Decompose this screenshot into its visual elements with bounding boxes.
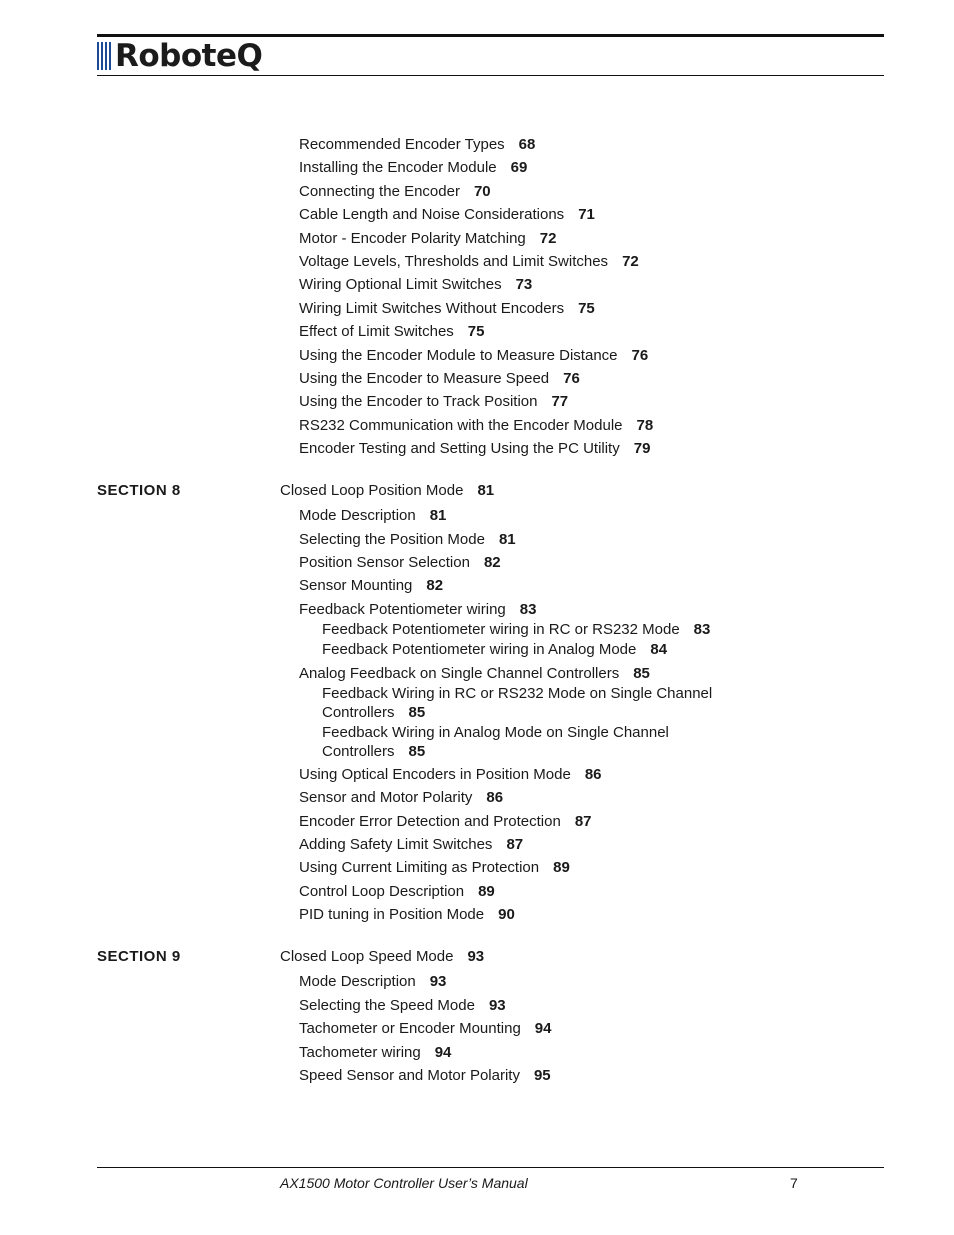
toc-entry-title: Voltage Levels, Thresholds and Limit Switches bbox=[299, 253, 609, 270]
toc-entry[interactable] bbox=[299, 276, 532, 294]
toc-entry-page: 77 bbox=[551, 393, 569, 410]
toc-entry-page: 73 bbox=[515, 276, 533, 293]
toc-entry-title: Connecting the Encoder bbox=[299, 183, 460, 200]
toc-entry[interactable] bbox=[299, 883, 495, 901]
toc-entry-page: 93 bbox=[429, 973, 447, 990]
toc-entry-title: Feedback Wiring in RC or RS232 Mode on Single Channel bbox=[322, 685, 713, 702]
logo-bars-icon bbox=[97, 42, 111, 70]
toc-entry-title: PID tuning in Position Mode bbox=[299, 906, 485, 923]
toc-entry[interactable] bbox=[299, 577, 443, 595]
section-9-label: SECTION 9 bbox=[97, 948, 181, 965]
toc-entry-title-cont: Controllers bbox=[322, 704, 395, 721]
toc-entry-title: Tachometer or Encoder Mounting bbox=[299, 1020, 521, 1037]
toc-entry[interactable] bbox=[299, 859, 570, 877]
section-9-heading[interactable] bbox=[280, 948, 484, 966]
toc-entry-page: 83 bbox=[519, 601, 537, 618]
toc-entry-title: Cable Length and Noise Considerations bbox=[299, 206, 565, 223]
roboteq-logo bbox=[97, 38, 262, 74]
toc-entry[interactable] bbox=[299, 230, 556, 248]
toc-entry-page: 75 bbox=[467, 323, 485, 340]
toc-entry[interactable] bbox=[299, 206, 595, 224]
toc-entry-title: Sensor Mounting bbox=[299, 577, 413, 594]
toc-entry-page: 83 bbox=[693, 621, 711, 638]
toc-entry-page: 69 bbox=[510, 159, 528, 176]
toc-entry-title-cont: Controllers bbox=[322, 743, 395, 760]
toc-entry-title: Feedback Potentiometer wiring bbox=[299, 601, 506, 618]
toc-entry-page: 85 bbox=[408, 704, 426, 721]
toc-subentry-cont[interactable] bbox=[322, 743, 425, 761]
toc-entry-title: Closed Loop Position Mode bbox=[280, 482, 464, 499]
toc-entry-title: Control Loop Description bbox=[299, 883, 465, 900]
toc-entry-title: RS232 Communication with the Encoder Module bbox=[299, 417, 623, 434]
toc-entry-page: 72 bbox=[622, 253, 639, 270]
toc-entry-page: 82 bbox=[426, 577, 444, 594]
toc-entry[interactable] bbox=[299, 1044, 451, 1062]
toc-entry-title: Adding Safety Limit Switches bbox=[299, 836, 493, 853]
toc-entry[interactable] bbox=[299, 601, 536, 619]
toc-entry-page: 70 bbox=[473, 183, 491, 200]
toc-entry-page: 86 bbox=[584, 766, 602, 783]
toc-entry-title: Using the Encoder to Measure Speed bbox=[299, 370, 550, 387]
toc-entry[interactable] bbox=[299, 1020, 551, 1038]
toc-entry-page: 94 bbox=[534, 1020, 552, 1037]
toc-entry[interactable] bbox=[299, 136, 535, 154]
toc-entry-title: Encoder Error Detection and Protection bbox=[299, 813, 561, 830]
header-top-rule bbox=[97, 34, 884, 37]
toc-entry-title: Position Sensor Selection bbox=[299, 554, 470, 571]
toc-entry[interactable] bbox=[299, 253, 639, 271]
toc-entry-title: Selecting the Speed Mode bbox=[299, 997, 475, 1014]
toc-entry-page: 79 bbox=[633, 440, 651, 457]
toc-entry-title: Mode Description bbox=[299, 973, 416, 990]
toc-entry-page: 93 bbox=[488, 997, 506, 1014]
footer-rule bbox=[97, 1167, 884, 1168]
footer-page-number: 7 bbox=[790, 1175, 798, 1191]
logo-text: RoboteQ bbox=[115, 38, 263, 74]
toc-entry[interactable] bbox=[299, 323, 484, 341]
toc-entry-page: 93 bbox=[467, 948, 485, 965]
toc-entry-title: Tachometer wiring bbox=[299, 1044, 421, 1061]
toc-entry[interactable] bbox=[299, 789, 503, 807]
toc-entry-title: Analog Feedback on Single Channel Controllers bbox=[299, 665, 620, 682]
toc-entry-page: 71 bbox=[578, 206, 595, 223]
toc-entry[interactable] bbox=[299, 836, 523, 854]
toc-entry[interactable] bbox=[299, 973, 446, 991]
toc-entry-title: Feedback Potentiometer wiring in Analog Mode bbox=[322, 641, 637, 658]
toc-entry[interactable] bbox=[299, 370, 580, 388]
toc-entry-title: Using the Encoder to Track Position bbox=[299, 393, 538, 410]
toc-entry[interactable] bbox=[299, 300, 595, 318]
toc-entry-title: Selecting the Position Mode bbox=[299, 531, 485, 548]
section-8-heading[interactable] bbox=[280, 482, 494, 500]
toc-entry[interactable] bbox=[299, 393, 568, 411]
toc-entry[interactable] bbox=[299, 813, 592, 831]
toc-entry-title: Feedback Potentiometer wiring in RC or RS232 Mode bbox=[322, 621, 680, 638]
section-8-label: SECTION 8 bbox=[97, 482, 181, 499]
toc-entry-page: 78 bbox=[636, 417, 654, 434]
toc-entry-title: Recommended Encoder Types bbox=[299, 136, 505, 153]
toc-entry-page: 81 bbox=[498, 531, 516, 548]
toc-entry-page: 81 bbox=[477, 482, 495, 499]
toc-subentry[interactable] bbox=[322, 641, 667, 659]
toc-entry-title: Motor - Encoder Polarity Matching bbox=[299, 230, 526, 247]
toc-entry-page: 95 bbox=[533, 1067, 551, 1084]
toc-entry-title: Closed Loop Speed Mode bbox=[280, 948, 454, 965]
toc-entry[interactable] bbox=[299, 906, 515, 924]
toc-entry[interactable] bbox=[299, 183, 491, 201]
toc-entry[interactable] bbox=[299, 665, 650, 683]
toc-subentry-cont[interactable] bbox=[322, 704, 425, 722]
toc-entry-title: Using Current Limiting as Protection bbox=[299, 859, 540, 876]
toc-entry-title: Wiring Limit Switches Without Encoders bbox=[299, 300, 565, 317]
toc-entry-page: 86 bbox=[486, 789, 504, 806]
toc-subentry[interactable] bbox=[322, 724, 669, 742]
toc-entry-title: Wiring Optional Limit Switches bbox=[299, 276, 502, 293]
toc-entry[interactable] bbox=[299, 997, 506, 1015]
toc-entry-title: Effect of Limit Switches bbox=[299, 323, 454, 340]
toc-entry[interactable] bbox=[299, 347, 648, 365]
toc-entry-page: 89 bbox=[553, 859, 570, 876]
toc-entry[interactable] bbox=[299, 531, 516, 549]
toc-entry-page: 81 bbox=[429, 507, 447, 524]
toc-entry-page: 76 bbox=[631, 347, 649, 364]
toc-entry-page: 94 bbox=[434, 1044, 452, 1061]
toc-entry-page: 87 bbox=[506, 836, 524, 853]
toc-entry[interactable] bbox=[299, 1067, 551, 1085]
toc-entry-title: Encoder Testing and Setting Using the PC Utility bbox=[299, 440, 620, 457]
header-bottom-rule bbox=[97, 75, 884, 76]
toc-subentry[interactable] bbox=[322, 685, 712, 703]
toc-entry[interactable] bbox=[299, 554, 501, 572]
toc-entry-title: Sensor and Motor Polarity bbox=[299, 789, 473, 806]
toc-entry[interactable] bbox=[299, 417, 653, 435]
toc-entry[interactable] bbox=[299, 766, 602, 784]
toc-entry[interactable] bbox=[299, 159, 527, 177]
footer-manual-title: AX1500 Motor Controller User’s Manual bbox=[280, 1175, 528, 1191]
toc-entry-title: Installing the Encoder Module bbox=[299, 159, 497, 176]
toc-entry-page: 89 bbox=[478, 883, 495, 900]
toc-entry-title: Mode Description bbox=[299, 507, 416, 524]
toc-entry-page: 75 bbox=[578, 300, 595, 317]
toc-entry-page: 85 bbox=[408, 743, 426, 760]
toc-entry-title: Speed Sensor and Motor Polarity bbox=[299, 1067, 520, 1084]
toc-entry-page: 82 bbox=[483, 554, 501, 571]
toc-entry[interactable] bbox=[299, 440, 650, 458]
toc-entry-page: 85 bbox=[633, 665, 650, 682]
toc-entry[interactable] bbox=[299, 507, 446, 525]
toc-entry-page: 68 bbox=[518, 136, 536, 153]
toc-entry-page: 87 bbox=[574, 813, 592, 830]
toc-entry-title: Feedback Wiring in Analog Mode on Single Channel bbox=[322, 724, 669, 741]
toc-entry-title: Using Optical Encoders in Position Mode bbox=[299, 766, 571, 783]
toc-entry-page: 84 bbox=[650, 641, 668, 658]
toc-entry-page: 76 bbox=[563, 370, 580, 387]
toc-entry-page: 72 bbox=[539, 230, 557, 247]
toc-subentry[interactable] bbox=[322, 621, 710, 639]
toc-entry-title: Using the Encoder Module to Measure Distance bbox=[299, 347, 618, 364]
toc-entry-page: 90 bbox=[498, 906, 515, 923]
